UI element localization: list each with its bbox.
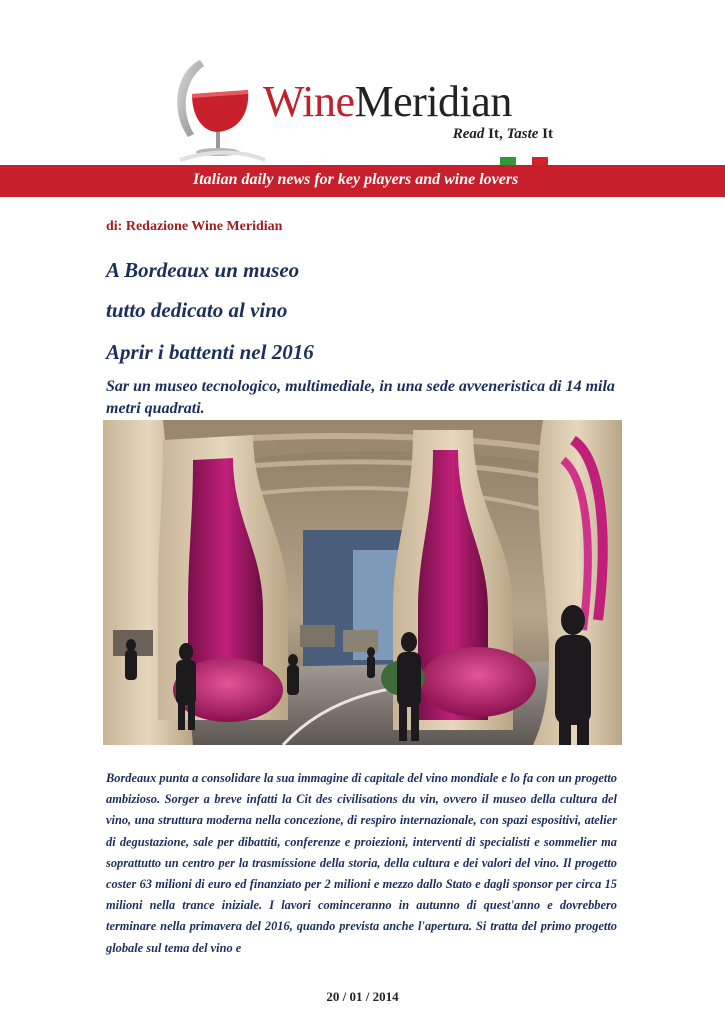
headline-line-3: Aprir i battenti nel 2016 [106,340,314,364]
article-author: di: Redazione Wine Meridian [106,219,283,234]
article-subtitle: Sar un museo tecnologico, multimediale, in una sede avveneristica di 14 mila metri quadrati. [106,378,615,417]
tagline-it-1: It, [484,126,507,142]
headline-line-1: A Bordeaux un museo [106,258,300,282]
brand-logo [263,77,512,126]
brand-name-part2: Meridian [354,77,512,126]
article-body: Bordeaux punta a consolidare la sua immagine di capitale del vino mondiale e lo fa con un progetto ambizioso. Sorger a breve infatti la Cit des civilisations du vin, ovvero il museo della cultura del vino, una struttura moderna nella concezione, di respiro internazionale, con spazi espositivi, atelier di degustazione, sale per dibattiti, conferenze e proiezioni, interventi di specialisti e sommelier ma soprattutto un centro per la trasmissione della storia, della cultura e dei valori del vino. Il progetto coster 63 milioni di euro ed finanziato per 2 milioni e mezzo dallo Stato e dagli sponsor per circa 15 milioni nella trance iniziale. I lavori cominceranno in autunno di quest'anno e dovrebbero terminare nella primavera del 2016, quando prevista anche l'apertura. Si tratta del primo progetto globale sul tema del vino e [106,771,617,955]
header-banner [0,165,725,197]
publication-date: 20 / 01 / 2014 [326,989,399,1004]
brand-name-part1: Wine [263,77,355,126]
museum-interior-image [103,420,622,745]
brand-tagline [453,126,553,143]
banner-text: Italian daily news for key players and wine lovers [193,171,519,188]
tagline-read: Read [452,126,485,142]
headline-line-2: tutto dedicato al vino [106,298,288,322]
tagline-taste: Taste [506,126,539,142]
italian-flag-icon [500,157,548,165]
tagline-it-2: It [538,126,553,142]
